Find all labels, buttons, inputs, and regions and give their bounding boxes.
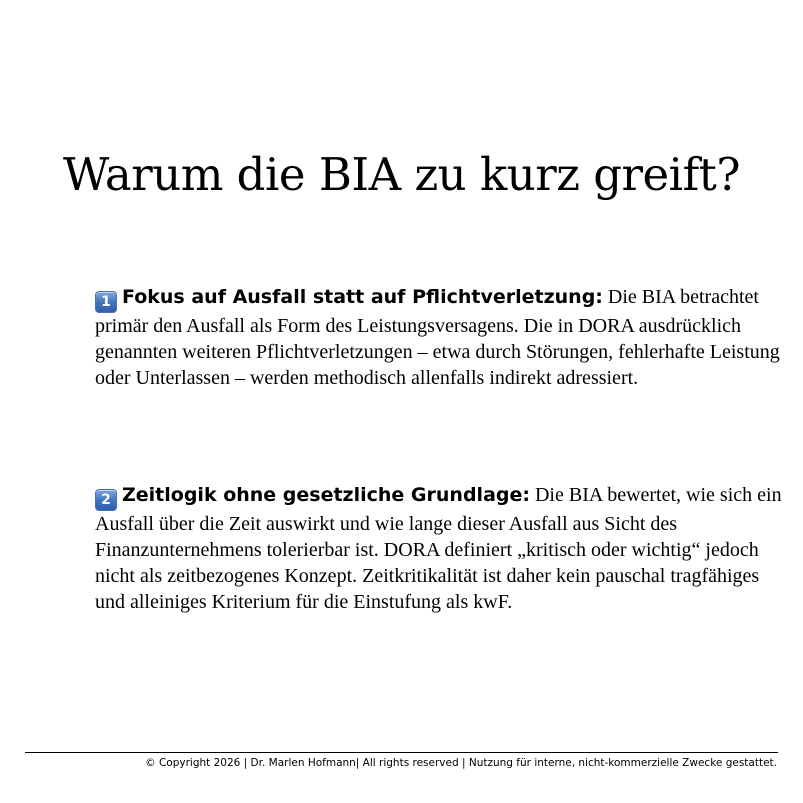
point-1 <box>95 284 785 391</box>
page-title: Warum die BIA zu kurz greift? <box>63 148 740 201</box>
point-1-heading: Fokus auf Ausfall statt auf Pflichtverletzung: <box>122 286 603 308</box>
keycap-one-icon: 1 <box>95 291 117 313</box>
footer-copyright: © Copyright 2026 | Dr. Marlen Hofmann| All rights reserved | Nutzung für interne, nicht-kommerzielle Zwecke gestattet. <box>145 757 777 769</box>
point-1-text: Die BIA betrachtet primär den Ausfall als Form des Leistungsversagens. Die in DORA ausdrücklich genannten weiteren Pflichtverletzungen – etwa durch Störungen, fehlerhafte Leistung oder Unterlassen – werden methodisch allenfalls indirekt adressiert. <box>95 286 780 389</box>
point-2-text: Die BIA bewertet, wie sich ein Ausfall über die Zeit auswirkt und wie lange dieser Ausfall aus Sicht des Finanzunternehmens tolerierbar ist. DORA definiert „kritisch oder wichtig“ jedoch nicht als zeitbezogenes Konzept. Zeitkritikalität ist daher kein pauschal tragfähiges und alleiniges Kriterium für die Einstufung als kwF. <box>95 484 782 613</box>
keycap-two-icon: 2 <box>95 489 117 511</box>
point-2 <box>95 482 785 615</box>
point-2-heading: Zeitlogik ohne gesetzliche Grundlage: <box>122 484 530 506</box>
footer-divider <box>25 752 778 753</box>
